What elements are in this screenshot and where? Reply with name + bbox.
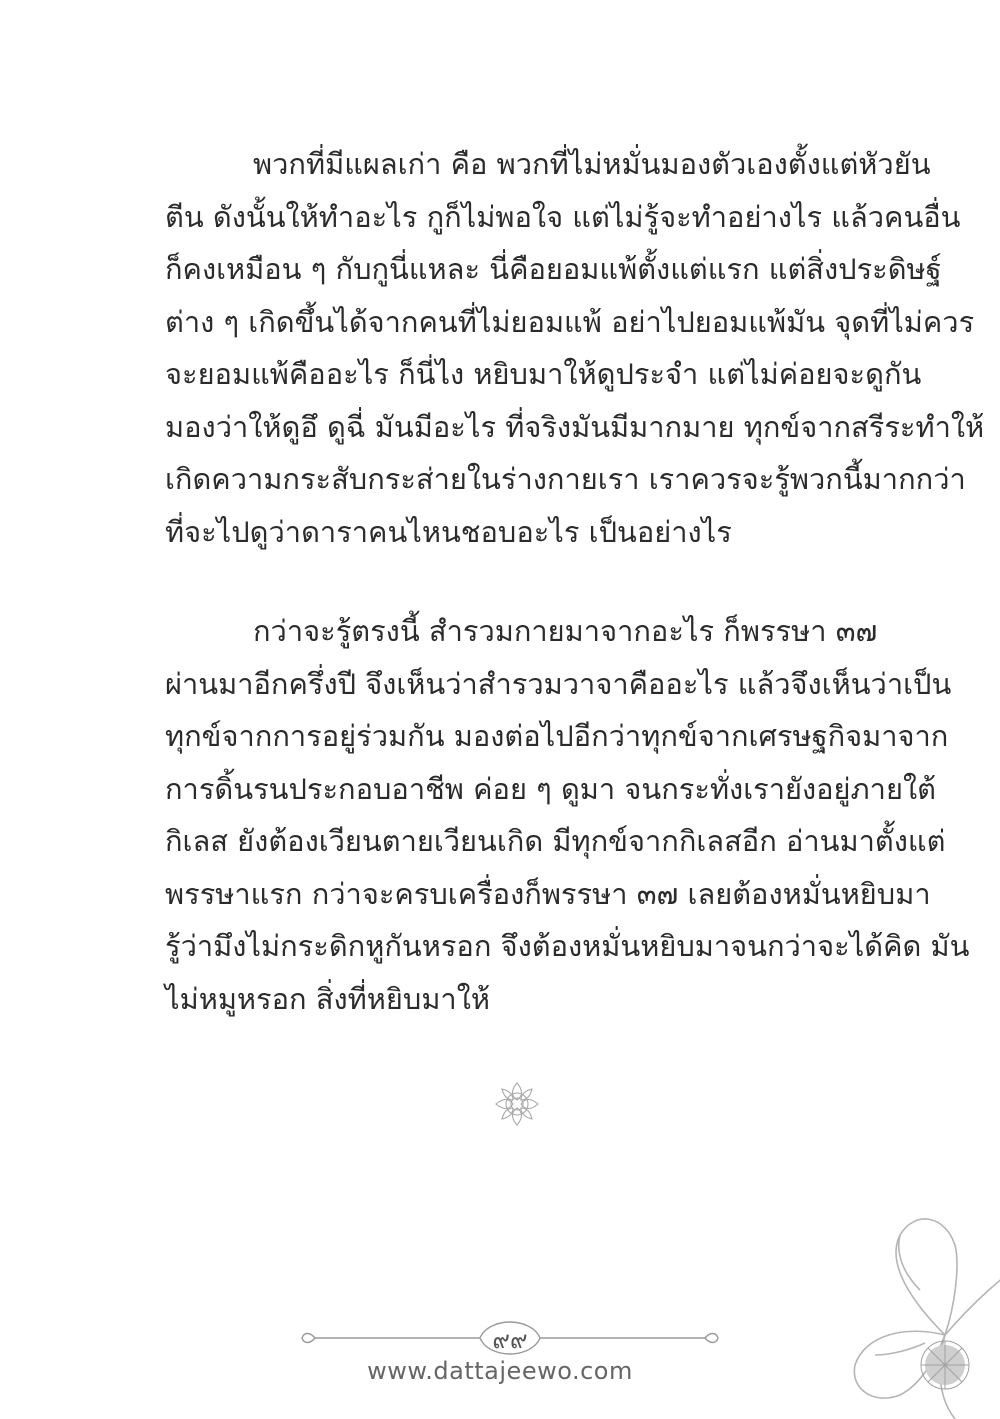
lotus-ornament-icon	[493, 1080, 541, 1128]
paragraph-line: ไม่หมูหรอก สิ่งที่หยิบมาให้	[165, 981, 490, 1016]
paragraph-line: รู้ว่ามึงไม่กระดิกหูกันหรอก จึงต้องหมั่นหยิบมาจนกว่าจะได้คิด มัน	[165, 929, 970, 963]
paragraph-line: ต่าง ๆ เกิดขึ้นได้จากคนที่ไม่ยอมแพ้ อย่าไปยอมแพ้มัน จุดที่ไม่ควร	[165, 304, 975, 339]
paragraph-line: จะยอมแพ้คืออะไร ก็นี่ไง หยิบมาให้ดูประจำ แต่ไม่ค่อยจะดูกัน	[165, 357, 922, 391]
paragraph-line: พรรษาแรก กว่าจะครบเครื่องก็พรรษา ๓๗ เลยต้องหมั่นหยิบมา	[165, 876, 931, 911]
paragraph-line: ทุกข์จากการอยู่ร่วมกัน มองต่อไปอีกว่าทุกข์จากเศรษฐกิจมาจาก	[165, 719, 949, 753]
paragraph-line: การดิ้นรนประกอบอาชีพ ค่อย ๆ ดูมา จนกระทั่งเรายังอยู่ภายใต้	[165, 771, 936, 806]
paragraph-line: ตีน ดังนั้นให้ทำอะไร กูก็ไม่พอใจ แต่ไม่รู้จะทำอย่างไร แล้วคนอื่น	[165, 199, 961, 234]
page-number: ๙๙	[492, 1326, 528, 1354]
paragraph-line: ผ่านมาอีกครึ่งปี จึงเห็นว่าสำรวมวาจาคืออะไร แล้วจึงเห็นว่าเป็น	[165, 666, 952, 701]
paragraph-line: กิเลส ยังต้องเวียนตายเวียนเกิด มีทุกข์จากกิเลสอีก อ่านมาตั้งแต่	[165, 824, 946, 858]
paragraph-line: มองว่าให้ดูอึ ดูฉี่ มันมีอะไร ที่จริงมันมีมากมาย ทุกข์จากสรีระทำให้	[165, 409, 985, 444]
website-url: www.dattajeewo.com	[367, 1357, 633, 1385]
paragraph-1	[165, 138, 985, 558]
paragraph-line: ที่จะไปดูว่าดาราคนไหนชอบอะไร เป็นอย่างไร	[165, 514, 732, 549]
paragraph-line: กว่าจะรู้ตรงนี้ สำรวมกายมาจากอะไร ก็พรรษา ๓๗	[253, 614, 878, 648]
paragraph-line: เกิดความกระสับกระส่ายในร่างกายเรา เราควรจะรู้พวกนี้มากกว่า	[165, 462, 966, 496]
paragraph-line: ก็คงเหมือน ๆ กับกูนี่แหละ นี่คือยอมแพ้ตั้งแต่แรก แต่สิ่งประดิษฐ์	[165, 252, 942, 286]
paragraph-2	[165, 605, 970, 1025]
flower-decoration-icon	[845, 1205, 1000, 1419]
paragraph-line: พวกที่มีแผลเก่า คือ พวกที่ไม่หมั่นมองตัวเองตั้งแต่หัวยัน	[253, 147, 931, 181]
